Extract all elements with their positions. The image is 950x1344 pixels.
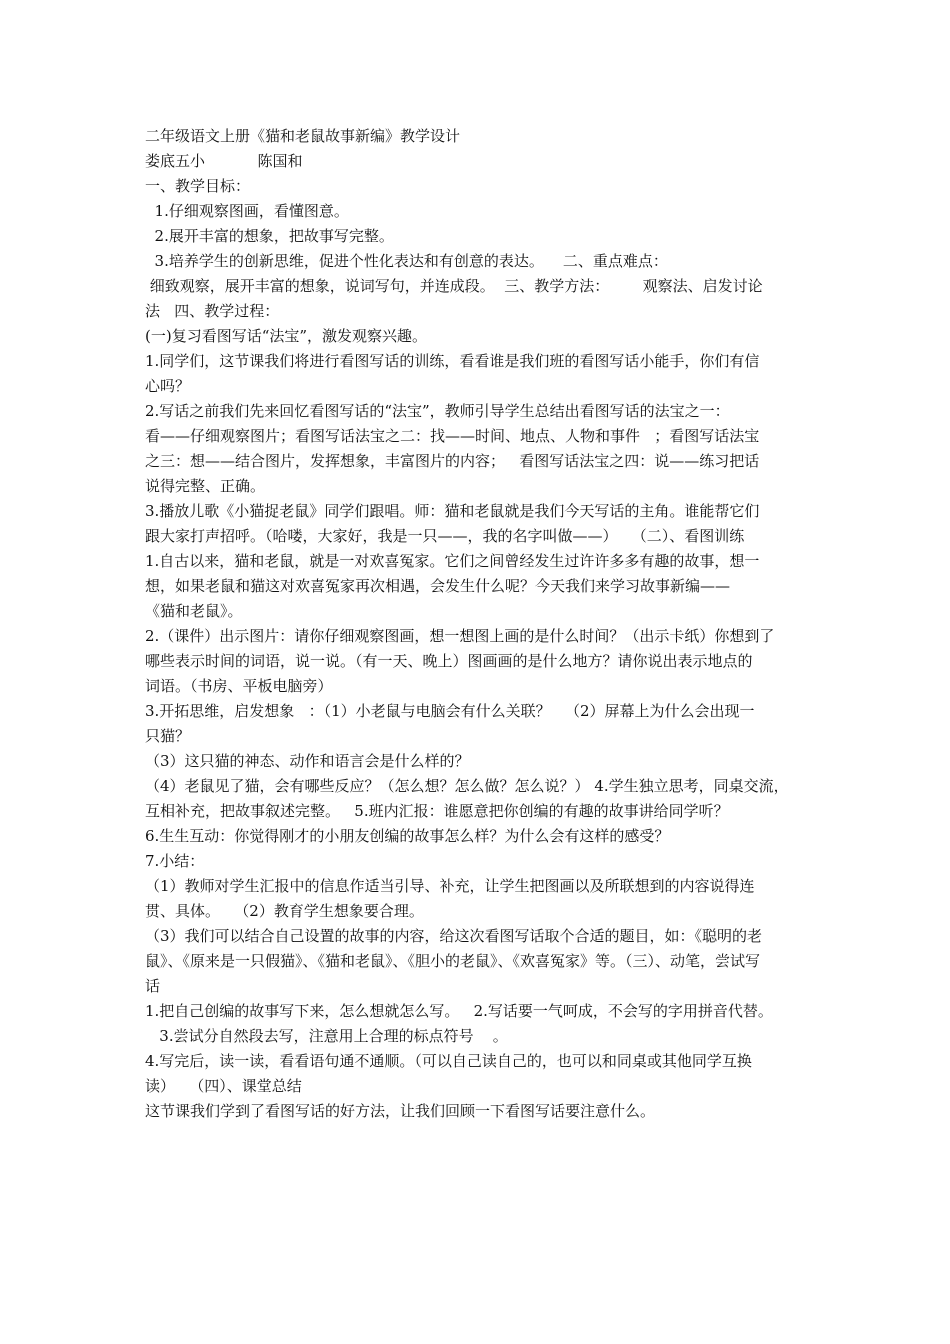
text-line: 2.写话之前我们先来回忆看图写话的“法宝”，教师引导学生总结出看图写话的法宝之一： xyxy=(145,402,730,420)
author-line: 娄底五小 陈国和 xyxy=(145,152,303,170)
text-line: 1.自古以来，猫和老鼠，就是一对欢喜冤家。它们之间曾经发生过许许多多有趣的故事，想一 xyxy=(145,552,760,570)
text-line: 鼠》、《原来是一只假猫》、《猫和老鼠》、《胆小的老鼠》、《欢喜冤家》等。（三）、动笔，尝试写 xyxy=(145,952,761,970)
document-title: 二年级语文上册《猫和老鼠故事新编》教学设计 xyxy=(145,127,461,145)
text-line: 哪些表示时间的词语，说一说。（有一天、晚上）图画画的是什么地方？请你说出表示地点的 xyxy=(145,652,753,670)
text-line: 跟大家打声招呼。（哈喽，大家好，我是一只——，我的名字叫做——） （二）、看图训练 xyxy=(145,527,745,545)
text-line: （1）教师对学生汇报中的信息作适当引导、补充，让学生把图画以及所联想到的内容说得连 xyxy=(145,877,755,895)
text-line: 法 四、教学过程： xyxy=(145,302,280,320)
text-line: 1.同学们，这节课我们将进行看图写话的训练，看看谁是我们班的看图写话小能手，你们有信 xyxy=(145,352,760,370)
text-line: 3.尝试分自然段去写，注意用上合理的标点符号 。 xyxy=(145,1027,508,1045)
text-line: 想，如果老鼠和猫这对欢喜冤家再次相遇，会发生什么呢？今天我们来学习故事新编—— xyxy=(145,577,731,595)
text-line: 1.仔细观察图画，看懂图意。 xyxy=(145,202,349,220)
text-line: 2.展开丰富的想象，把故事写完整。 xyxy=(145,227,394,245)
text-line: 6.生生互动：你觉得刚才的小朋友创编的故事怎么样？为什么会有这样的感受？ xyxy=(145,827,670,845)
text-line: 只猫？ xyxy=(145,727,191,745)
text-line: 《猫和老鼠》。 xyxy=(145,602,243,620)
text-line: 1.把自己创编的故事写下来，怎么想就怎么写。 2.写话要一气呵成，不会写的字用拼音代替。 xyxy=(145,1002,773,1020)
text-line: 贯、具体。 （2）教育学生想象要合理。 xyxy=(145,902,424,920)
text-line: 3.播放儿歌《小猫捉老鼠》同学们跟唱。师：猫和老鼠就是我们今天写话的主角。谁能帮它们 xyxy=(145,502,760,520)
text-line: 2.（课件）出示图片：请你仔细观察图画，想一想图上画的是什么时间？（出示卡纸）你想到了 xyxy=(145,627,775,645)
text-line: 读） （四）、课堂总结 xyxy=(145,1077,302,1095)
section-heading: 一、教学目标： xyxy=(145,177,251,195)
text-line: 互相补充，把故事叙述完整。 5.班内汇报：谁愿意把你创编的有趣的故事讲给同学听？ xyxy=(145,802,729,820)
text-line: 心吗？ xyxy=(145,377,191,395)
text-line: （3）这只猫的神态、动作和语言会是什么样的？ xyxy=(145,752,470,770)
text-line: 这节课我们学到了看图写话的好方法，让我们回顾一下看图写话要注意什么。 xyxy=(145,1102,656,1120)
text-line: 词语。（书房、平板电脑旁） xyxy=(145,677,333,695)
text-line: 4.写完后，读一读，看看语句通不通顺。（可以自己读自己的，也可以和同桌或其他同学互换 xyxy=(145,1052,752,1070)
text-line: 看——仔细观察图片；看图写话法宝之二：找——时间、地点、人物和事件 ；看图写话法宝 xyxy=(145,427,760,445)
text-line: （3）我们可以结合自己设置的故事的内容，给这次看图写话取个合适的题目，如：《聪明的老 xyxy=(145,927,763,945)
text-line: （4）老鼠见了猫，会有哪些反应？（怎么想？怎么做？怎么说？） 4.学生独立思考，同桌交流， xyxy=(145,777,789,795)
document-body xyxy=(145,124,820,1124)
text-line: 说得完整、正确。 xyxy=(145,477,266,495)
text-line: 3.培养学生的创新思维，促进个性化表达和有创意的表达。 二、重点难点： xyxy=(145,252,668,270)
text-line: 7.小结： xyxy=(145,852,205,870)
text-line: 细致观察，展开丰富的想象，说词写句，并连成段。 三、教学方法： 观察法、启发讨论 xyxy=(145,277,763,295)
text-line: 3.开拓思维，启发想象 ：（1）小老鼠与电脑会有什么关联？ （2）屏幕上为什么会出现一 xyxy=(145,702,755,720)
text-line: 话 xyxy=(145,977,161,995)
text-line: (一)复习看图写话“法宝”，激发观察兴趣。 xyxy=(145,327,428,345)
text-line: 之三：想——结合图片，发挥想象，丰富图片的内容； 看图写话法宝之四：说——练习把话 xyxy=(145,452,760,470)
